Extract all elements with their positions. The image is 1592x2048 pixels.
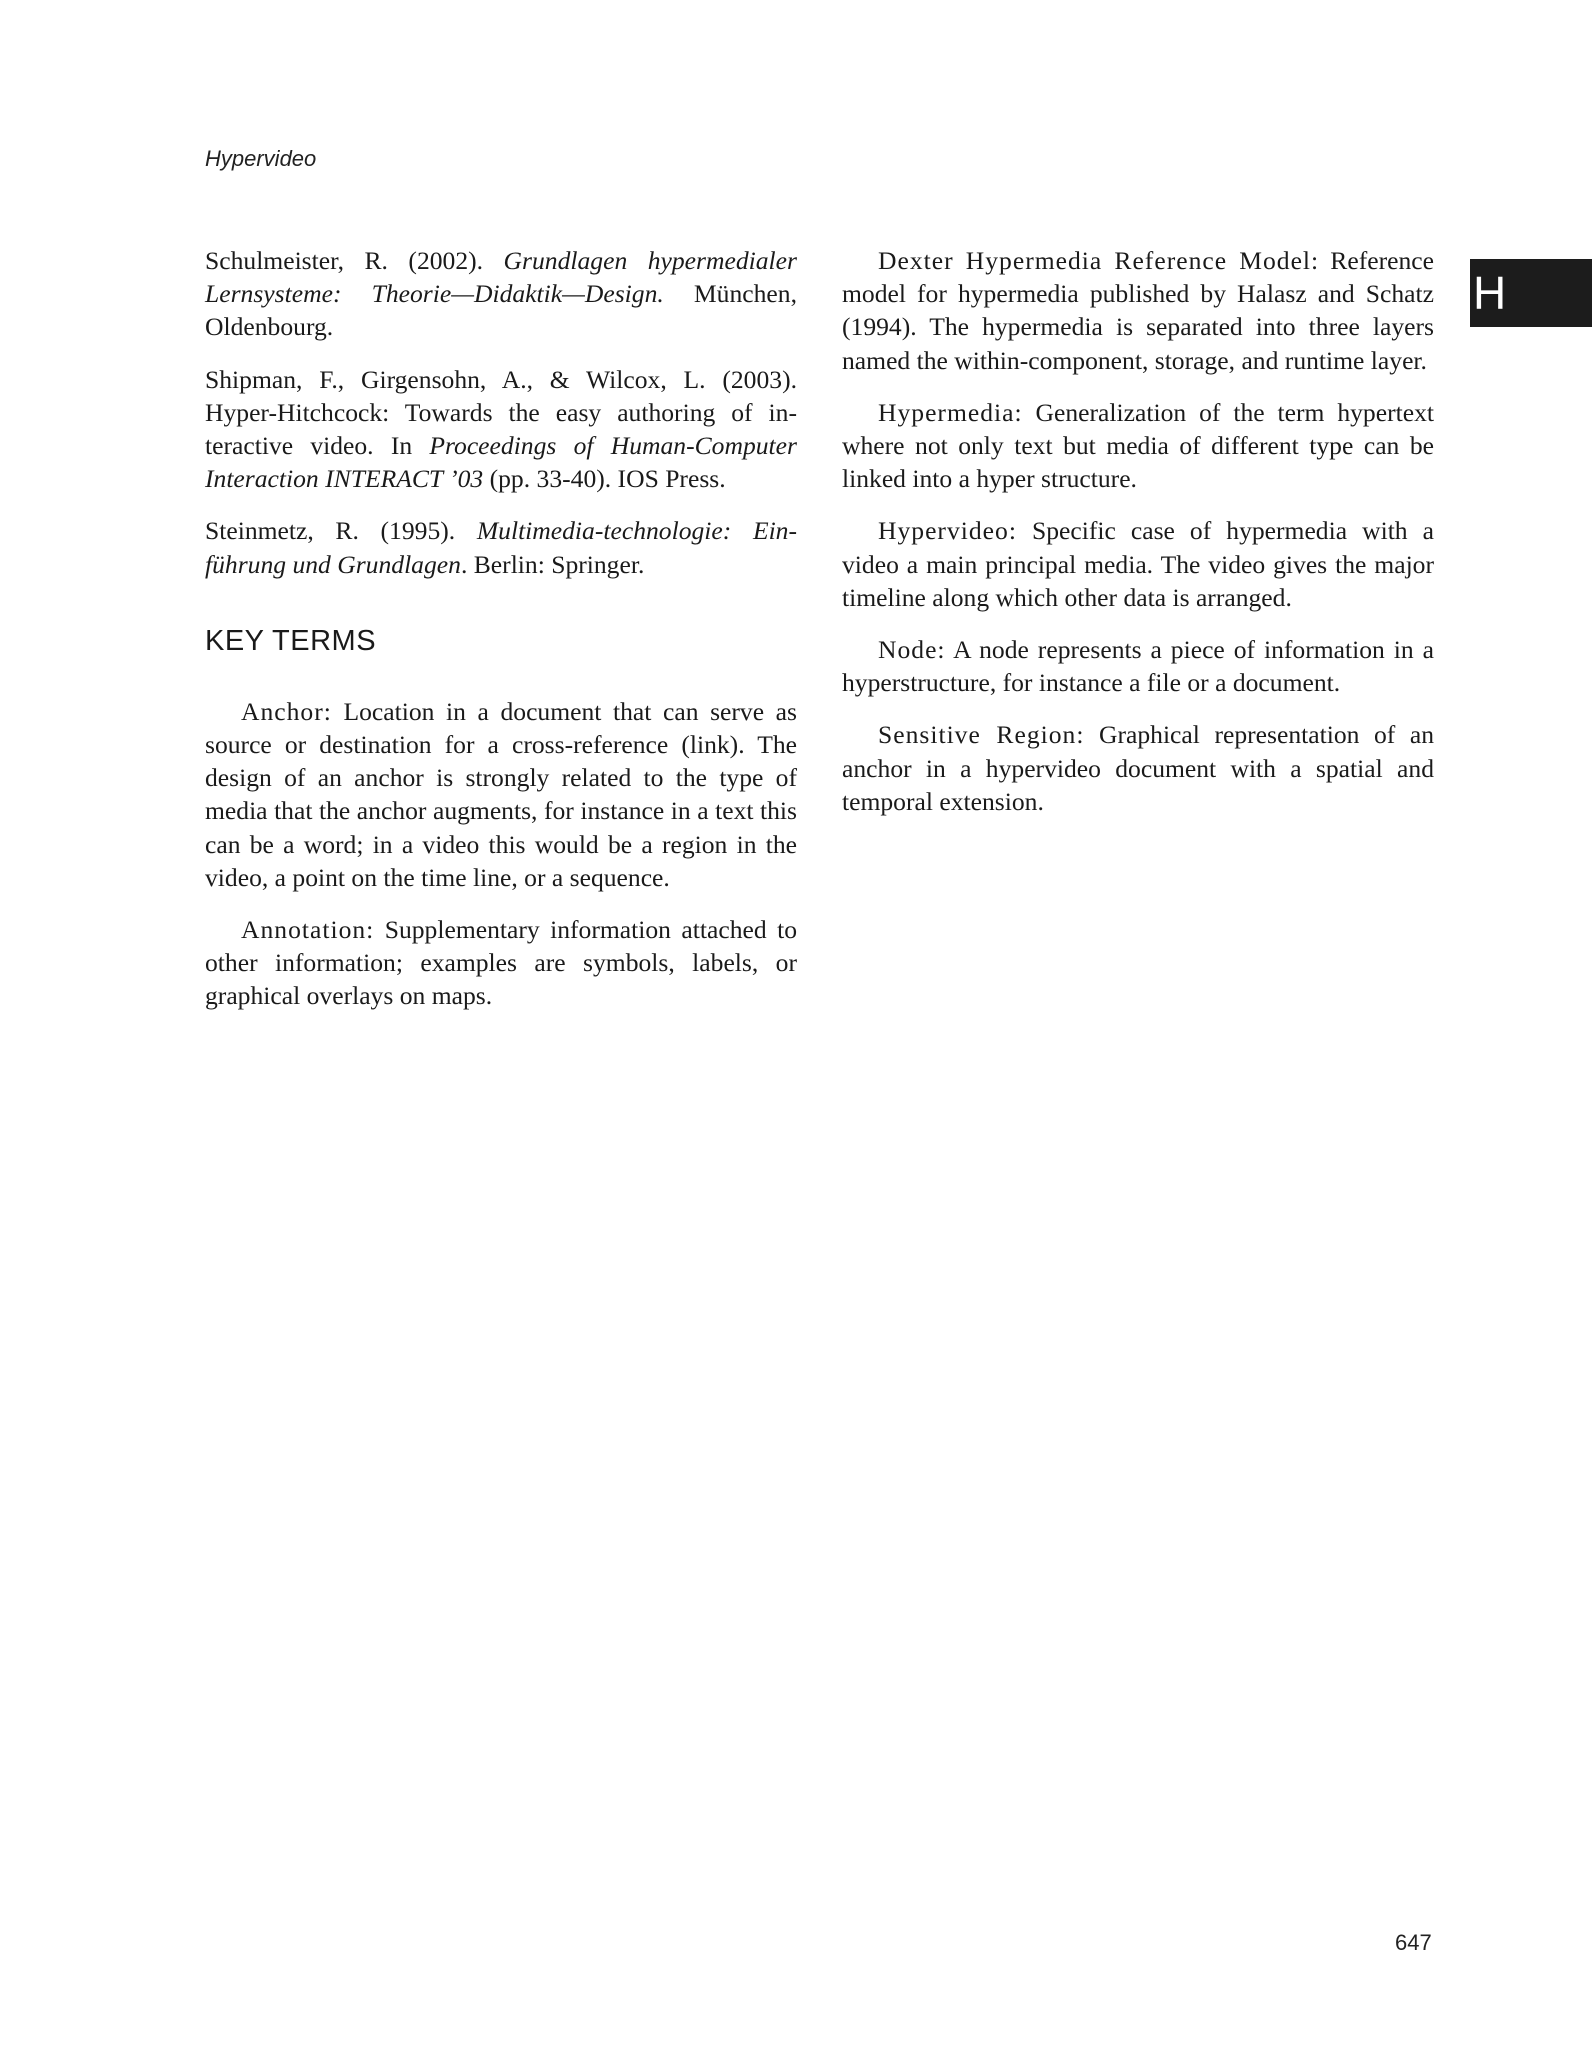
- reference-text: Shipman, F., Girgensohn, A., & Wilcox, L. (2003). Hyper-Hitchcock: Towards the easy authoring of in-teractive video. In: [205, 364, 797, 461]
- key-term-entry: [842, 514, 1434, 614]
- key-term-definition: A node represents a piece of information in a hyperstructure, for instance a file or a document.: [842, 635, 1434, 698]
- reference-title: Multimedia-technologie: Ein-führung und Grundlagen: [205, 516, 798, 579]
- running-head: Hypervideo: [205, 146, 317, 171]
- key-term-name: Hypervideo:: [878, 516, 1017, 546]
- reference-text: (pp. 33-40). IOS Press.: [483, 464, 726, 494]
- key-term-name: Node:: [878, 635, 946, 665]
- reference-entry: [205, 244, 797, 344]
- reference-text: Schulmeister, R. (2002).: [205, 246, 504, 275]
- reference-text: Steinmetz, R. (1995).: [205, 516, 477, 546]
- key-term-definition: Specific case of hypermedia with a video a main principal media. The video gives the major timeline along which other data is arranged.: [842, 516, 1434, 612]
- key-term-definition: Supplementary information attached to other information; examples are symbols, labels, or graphical overlays on maps.: [205, 915, 797, 1011]
- reference-title: Grundlagen hypermedialer Lernsysteme: Theorie—Didaktik—Design.: [205, 246, 797, 309]
- left-column: [205, 244, 797, 1032]
- page-number: 647: [1395, 1930, 1432, 1955]
- key-term-definition: Generalization of the term hypertext where not only text but media of different type can be linked into a hyper structure.: [842, 397, 1434, 494]
- key-term-entry: [842, 396, 1434, 496]
- section-letter-tab: H: [1470, 259, 1592, 327]
- key-term-name: Annotation:: [241, 915, 375, 945]
- key-term-name: Anchor:: [241, 696, 332, 726]
- reference-entry: [205, 514, 797, 580]
- key-term-name: Sensitive Region:: [878, 720, 1085, 750]
- key-term-entry: [205, 695, 797, 894]
- reference-text: München, Oldenbourg.: [205, 279, 797, 342]
- key-term-definition: Graphical representation of an anchor in a hypervideo document with a spatial and temporal extension.: [842, 720, 1434, 816]
- reference-title: Proceedings of Human-Computer Interaction INTERACT ’03: [205, 431, 797, 494]
- reference-entry: [205, 363, 797, 496]
- key-term-definition: Location in a document that can serve as source or destination for a cross-reference (link). The design of an anchor is strongly related to the type of media that the anchor augments, for instance in a text this can be a word; in a video this would be a region in the video, a point on the time line, or a sequence.: [205, 696, 797, 892]
- key-term-entry: [842, 633, 1434, 699]
- reference-text: . Berlin: Springer.: [460, 549, 645, 579]
- key-term-definition: Reference model for hypermedia published by Halasz and Schatz (1994). The hypermedia is separated into three layers named the within-component, storage, and runtime layer.: [842, 246, 1434, 375]
- key-term-entry: [205, 913, 797, 1013]
- key-term-name: Hypermedia:: [878, 397, 1023, 427]
- key-term-entry: [842, 718, 1434, 818]
- right-column: [842, 244, 1434, 837]
- key-term-entry: [842, 244, 1434, 377]
- key-term-name: Dexter Hypermedia Reference Model:: [878, 246, 1320, 275]
- key-terms-heading: KEY TERMS: [205, 624, 377, 657]
